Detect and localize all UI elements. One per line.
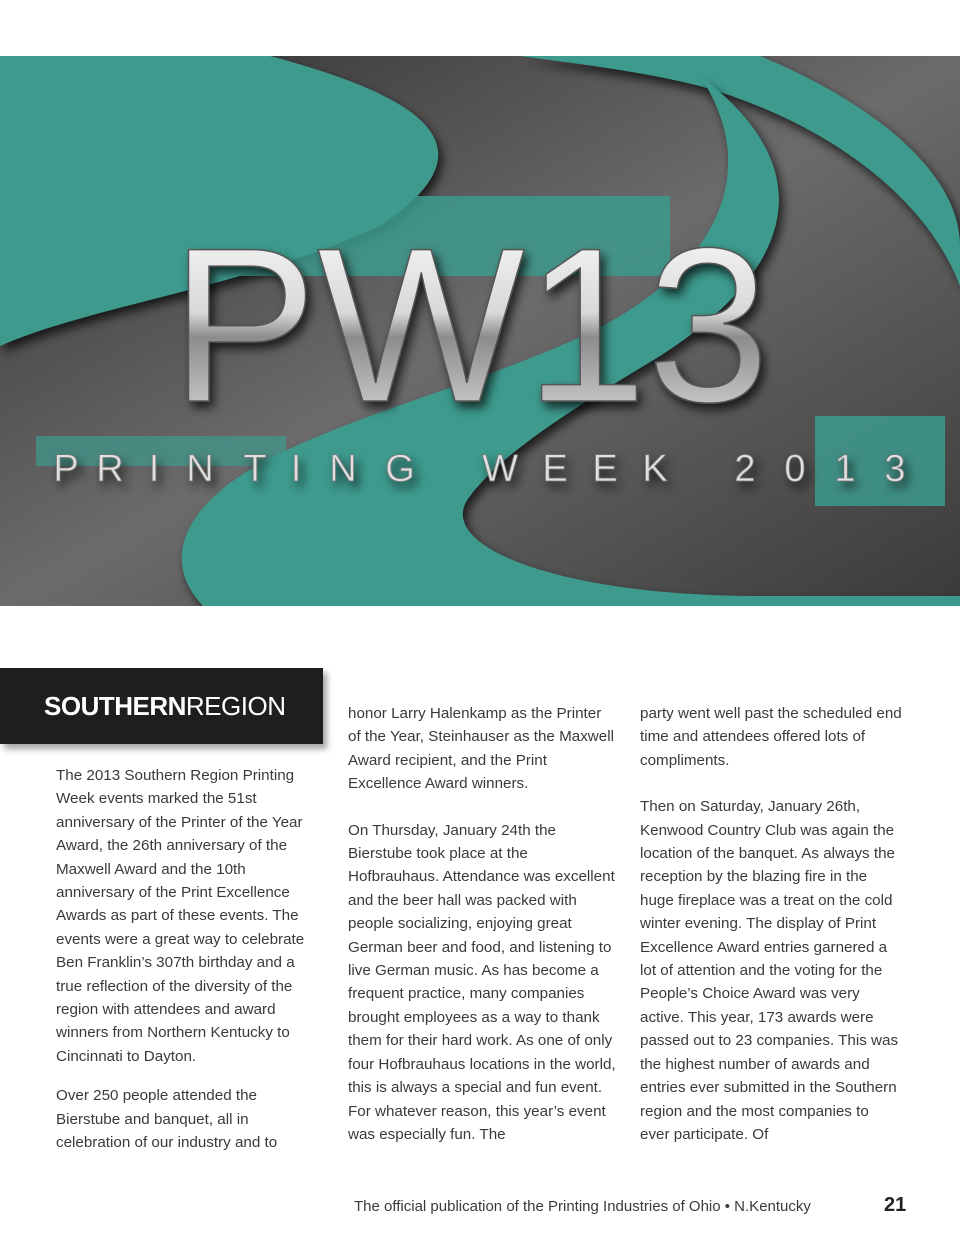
paragraph: The 2013 Southern Region Printing Week events marked the 51st anniversary of the Printer of the Year Award, the 26th anniversary of the Maxwell Award and the 10th anniversary of the Print Excellence Awards as part of these events. The events were a great way to celebrate Ben Franklin’s 307th birthday and a true reflection of the diversity of the region with attendees and award winners from Northern Kentucky to Cincinnati to Dayton. xyxy=(56,767,305,1065)
svg-text:2: 2 xyxy=(734,448,756,490)
paragraph: Then on Saturday, January 26th, Kenwood Country Club was again the location of the banquet. As always the reception by the blazing fire in the huge fireplace was a treat on the cold winter evening. The display of Print Excellence Award entries garnered a lot of attention and the voting for the People’s Choice Award was very active. This year, 173 awards were passed out to 23 companies. This was the highest number of awards and entries ever submitted in the Southern region and the most companies to ever participate. Of xyxy=(640,798,899,1143)
section-header xyxy=(0,668,323,744)
svg-text:1: 1 xyxy=(834,448,856,490)
paragraph: honor Larry Halenkamp as the Printer of the Year, Steinhauser as the Maxwell Award recipient, and the Print Excellence Award winners. xyxy=(348,705,614,793)
svg-text:N: N xyxy=(186,448,214,490)
banner-graphic xyxy=(0,56,960,616)
svg-text:P: P xyxy=(53,448,79,490)
svg-text:I: I xyxy=(148,448,160,490)
svg-text:3: 3 xyxy=(884,448,906,490)
svg-text:0: 0 xyxy=(784,448,806,490)
svg-text:T: T xyxy=(243,448,267,490)
svg-text:I: I xyxy=(290,448,302,490)
svg-text:W: W xyxy=(482,448,518,490)
svg-text:K: K xyxy=(642,448,668,490)
paragraph: party went well past the scheduled end time and attendees offered lots of compliments. xyxy=(640,705,902,769)
svg-text:E: E xyxy=(542,448,568,490)
paragraph: Over 250 people attended the Bierstube and banquet, all in celebration of our industry and to xyxy=(56,1087,278,1152)
svg-text:N: N xyxy=(329,448,357,490)
article-column-2 xyxy=(348,702,616,1169)
svg-text:E: E xyxy=(592,448,618,490)
paragraph: On Thursday, January 24th the Bierstube took place at the Hofbrauhaus. Attendance was excellent and the beer hall was packed with people socializing, enjoying great German beer and food, and listening to live German music. As has become a frequent practice, many companies brought employees as a way to thank them for their hard work. As one of only four Hofbrauhaus locations in the world, this is always a special and fun event. For whatever reason, this year’s event was especially fun. The xyxy=(348,821,616,1143)
svg-text:R: R xyxy=(96,448,124,490)
page-number: 21 xyxy=(884,1194,907,1216)
pw13-logo-text: PW13 xyxy=(170,202,770,448)
section-title xyxy=(44,691,285,722)
section-title-light: REGION xyxy=(185,690,286,721)
article-column-1 xyxy=(56,764,312,1171)
svg-text:G: G xyxy=(385,448,415,490)
pw13-banner xyxy=(0,56,960,616)
section-title-bold: SOUTHERN xyxy=(44,690,186,721)
footer-publication: The official publication of the Printing Industries of Ohio • N.Kentucky xyxy=(354,1198,811,1215)
article-column-3 xyxy=(640,702,902,1169)
